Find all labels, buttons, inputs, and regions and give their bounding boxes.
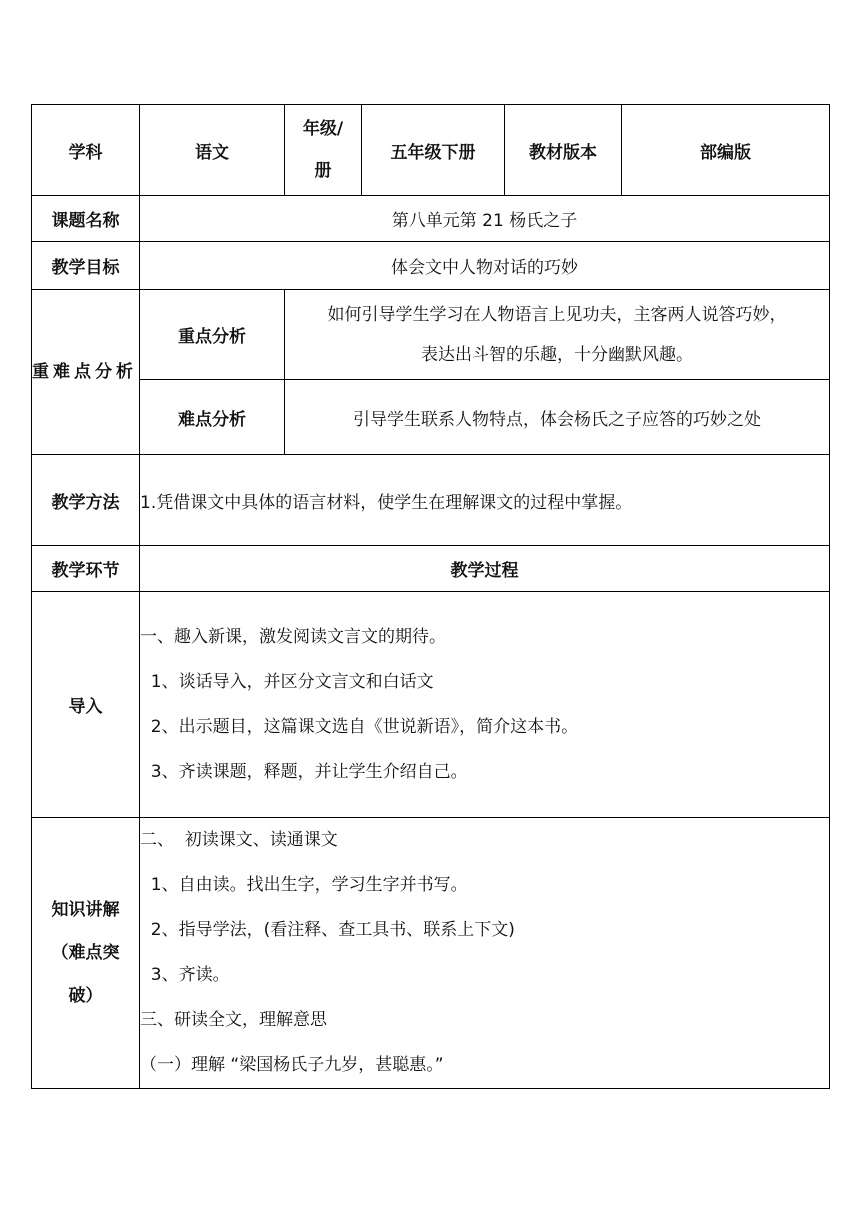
knowledge-line: 2、指导学法，(看注释、查工具书、联系上下文) (140, 920, 515, 940)
goal-value: 体会文中人物对话的巧妙 (140, 242, 830, 290)
intro-line: 2、出示题目，这篇课文选自《世说新语》，简介这本书。 (140, 716, 579, 737)
knowledge-label (32, 818, 140, 1089)
intro-row (32, 592, 830, 818)
method-row (32, 455, 830, 546)
knowledge-row (32, 818, 830, 1089)
method-label: 教学方法 (32, 455, 140, 546)
grade-label (285, 105, 362, 196)
edition-value: 部编版 (622, 105, 830, 196)
intro-line: 一、趣入新课，激发阅读文言文的期待。 (140, 626, 446, 647)
knowledge-line: （一）理解 “梁国杨氏子九岁，甚聪惠。” (140, 1055, 444, 1075)
grade-value: 五年级下册 (362, 105, 505, 196)
key-analysis-row (32, 290, 830, 380)
lesson-plan-table (31, 104, 830, 1089)
knowledge-label-line3: 破） (68, 985, 103, 1006)
edition-label: 教材版本 (505, 105, 622, 196)
knowledge-label-line1: 知识讲解 (51, 899, 120, 920)
knowledge-line: 三、研读全文，理解意思 (140, 1010, 327, 1030)
process-header: 教学过程 (140, 546, 830, 592)
analysis-label: 重难点分析 (32, 290, 140, 455)
key-analysis-label: 重点分析 (140, 290, 285, 380)
key-analysis-text (285, 290, 830, 380)
title-value: 第八单元第 21 杨氏之子 (140, 196, 830, 242)
intro-line: 1、谈话导入，并区分文言文和白话文 (140, 671, 434, 692)
difficult-analysis-text: 引导学生联系人物特点，体会杨氏之子应答的巧妙之处 (285, 380, 830, 455)
goal-row (32, 242, 830, 290)
knowledge-line: 3、齐读。 (140, 965, 230, 985)
difficult-analysis-row (32, 380, 830, 455)
difficult-analysis-label: 难点分析 (140, 380, 285, 455)
knowledge-line: 二、 初读课文、读通课文 (140, 830, 338, 850)
process-header-row (32, 546, 830, 592)
title-row (32, 196, 830, 242)
key-analysis-line1: 如何引导学生学习在人物语言上见功夫，主客两人说答巧妙， (327, 304, 787, 325)
goal-label: 教学目标 (32, 242, 140, 290)
key-analysis-line2: 表达出斗智的乐趣，十分幽默风趣。 (421, 344, 693, 365)
subject-label: 学科 (32, 105, 140, 196)
intro-content (140, 592, 830, 818)
knowledge-label-line2: （难点突 (51, 942, 120, 963)
method-value: 1.凭借课文中具体的语言材料，使学生在理解课文的过程中掌握。 (140, 455, 830, 546)
grade-label-line1: 年级/ (302, 119, 344, 139)
grade-label-line2: 册 (314, 161, 332, 181)
stage-header: 教学环节 (32, 546, 140, 592)
intro-line: 3、齐读课题，释题，并让学生介绍自己。 (140, 761, 468, 782)
title-label: 课题名称 (32, 196, 140, 242)
subject-value: 语文 (140, 105, 285, 196)
knowledge-line: 1、自由读。找出生字，学习生字并书写。 (140, 875, 468, 895)
header-row (32, 105, 830, 196)
intro-label: 导入 (32, 592, 140, 818)
knowledge-content (140, 818, 830, 1089)
